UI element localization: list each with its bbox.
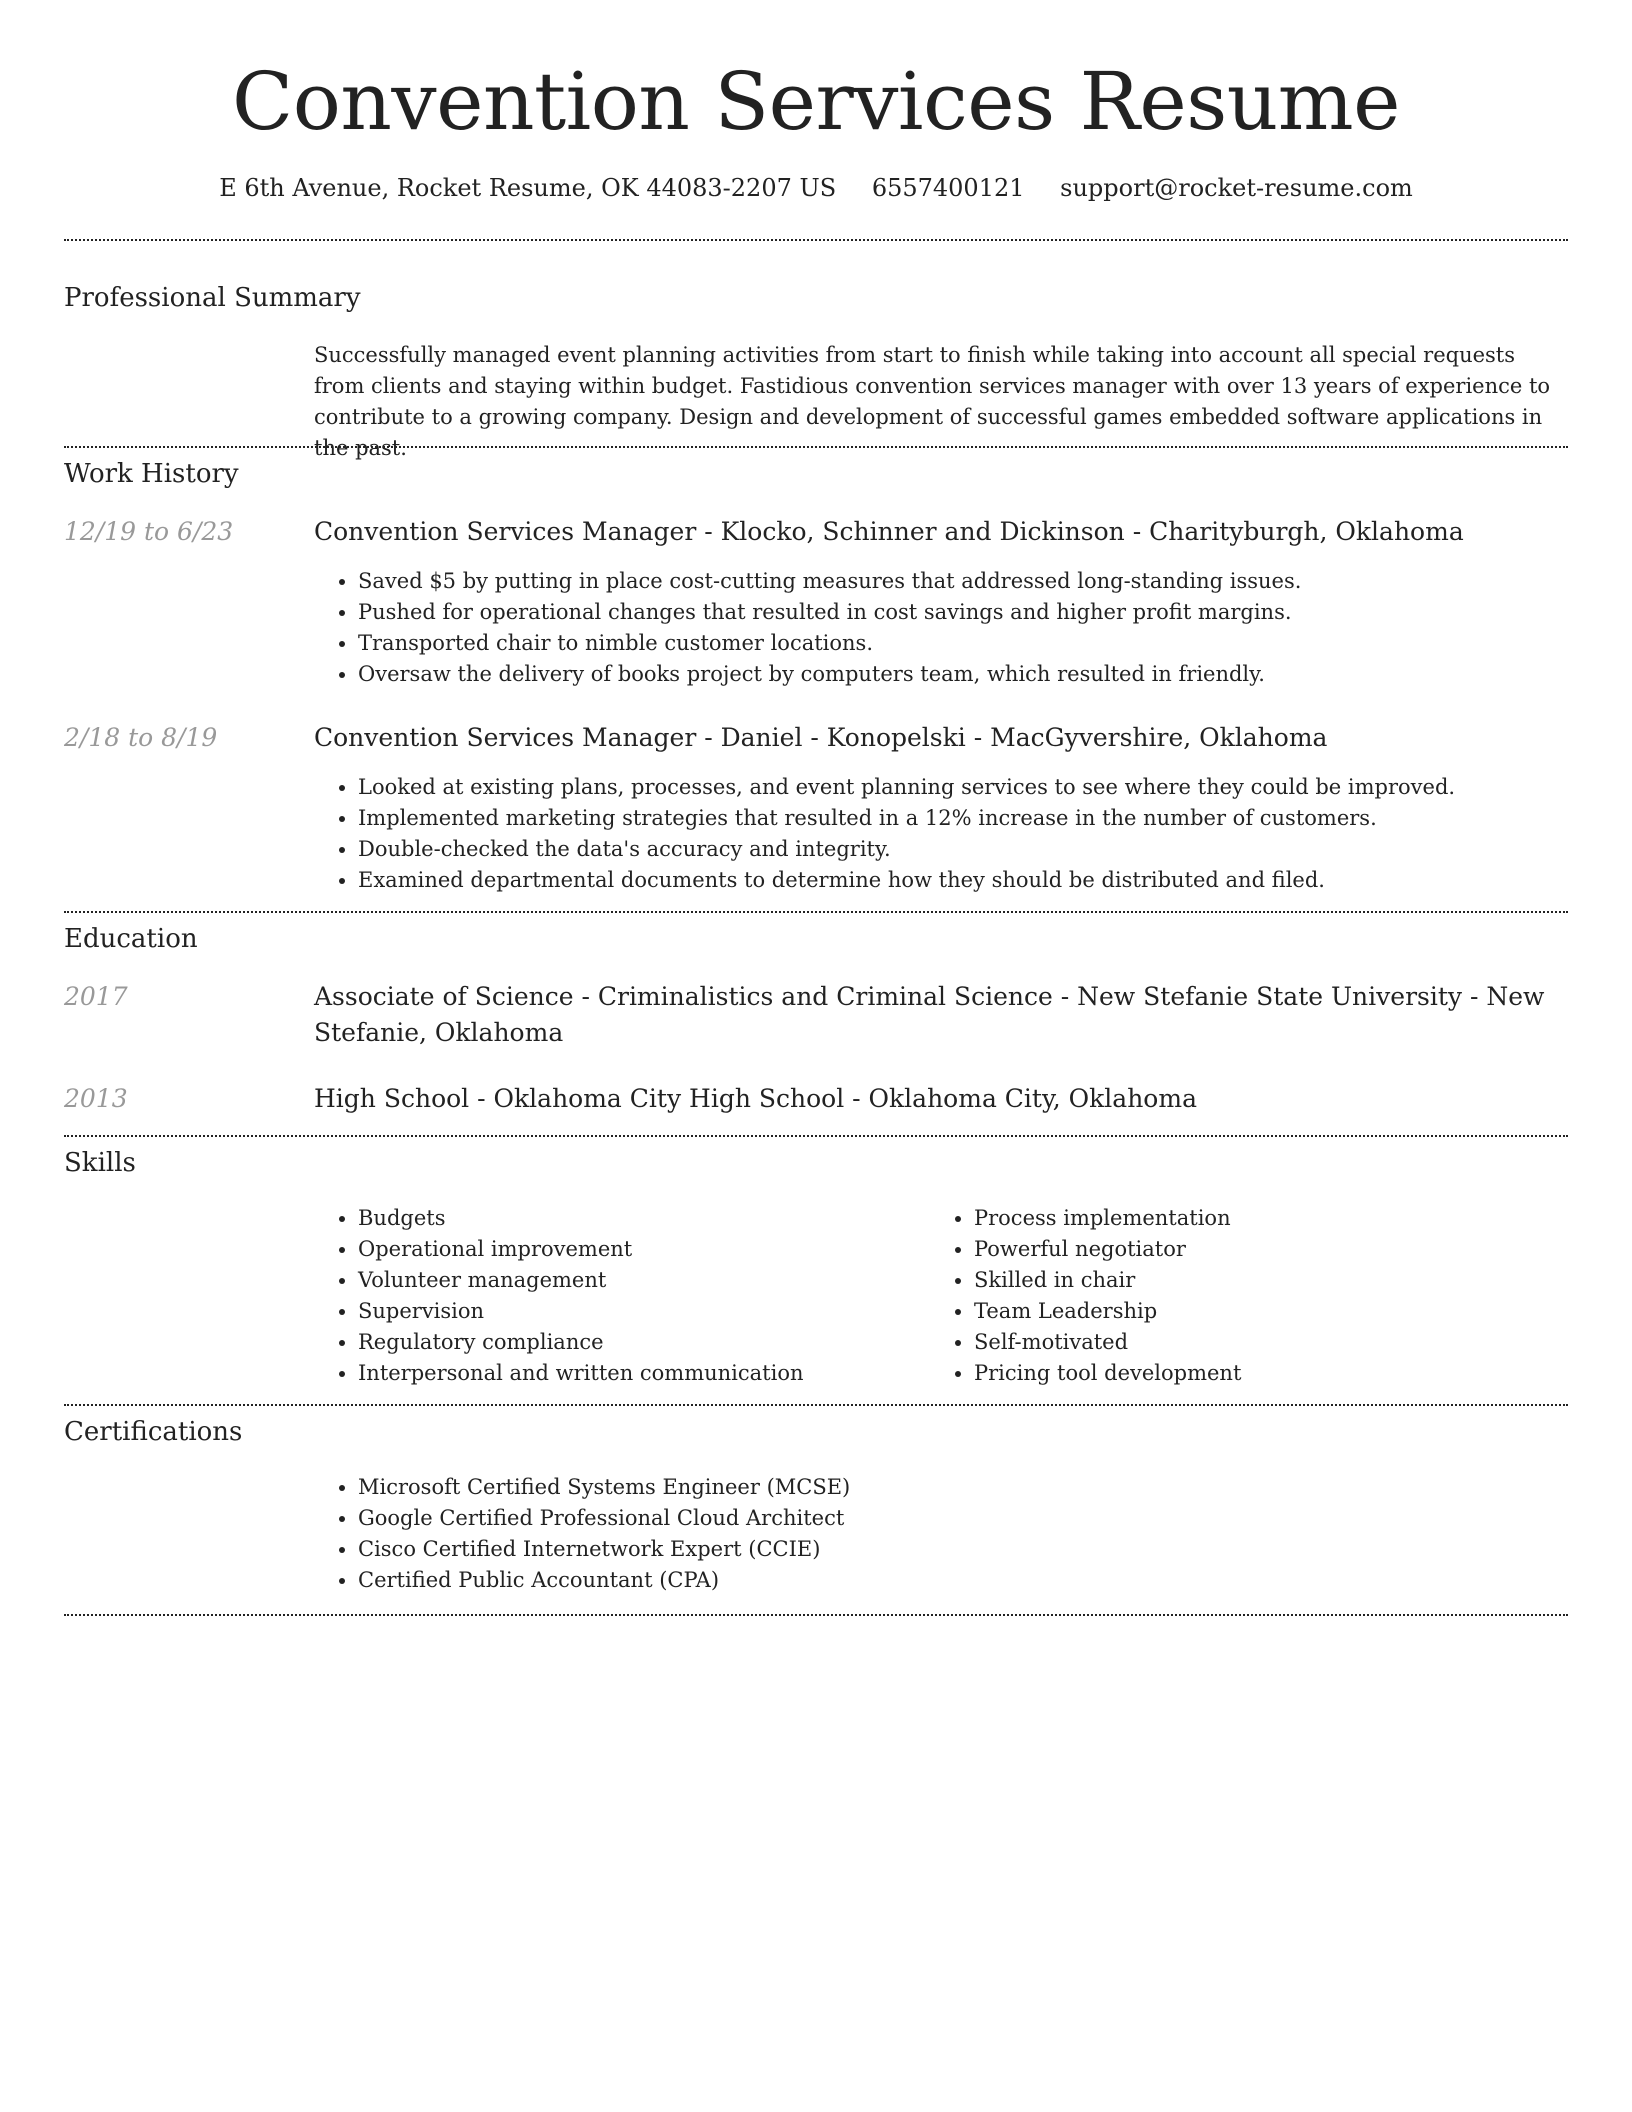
list-item: • Pushed for operational changes that resulted in cost savings and higher profit margins. [358,597,1568,628]
contact-email: support@rocket-resume.com [1060,174,1413,202]
divider [64,1135,1568,1137]
education-school: - Oklahoma City High School - Oklahoma City, Oklahoma [469,1084,1197,1113]
list-item: • Interpersonal and written communication [358,1358,918,1389]
list-item: • Regulatory compliance [358,1327,918,1358]
divider [64,1404,1568,1406]
education-year: 2013 [64,1084,128,1113]
job-title: Convention Services Manager - Daniel - Konopelski - MacGyvershire, Oklahoma [314,723,1328,752]
section-heading-education: Education [64,924,198,954]
contact-address: E 6th Avenue, Rocket Resume, OK 44083-2207 US [219,174,837,202]
list-item: • Volunteer management [358,1265,918,1296]
list-item: • Process implementation [974,1203,1574,1234]
divider [64,1614,1568,1616]
job-bullets [314,566,1568,690]
divider [64,911,1568,913]
divider [64,446,1568,448]
list-item: • Implemented marketing strategies that resulted in a 12% increase in the number of customers. [358,803,1568,834]
section-heading-certifications: Certifications [64,1417,243,1447]
list-item: • Operational improvement [358,1234,918,1265]
resume-title: Convention Services Resume [232,55,1400,148]
job-dates: 2/18 to 8/19 [64,723,218,752]
list-item: • Examined departmental documents to determine how they should be distributed and filed. [358,865,1568,896]
skills-list-right [930,1203,1574,1389]
divider [64,239,1568,241]
list-item: • Self-motivated [974,1327,1574,1358]
list-item: • Saved $5 by putting in place cost-cutting measures that addressed long-standing issues. [358,566,1568,597]
list-item: • Powerful negotiator [974,1234,1574,1265]
list-item: • Oversaw the delivery of books project by computers team, which resulted in friendly. [358,659,1568,690]
list-item: • Looked at existing plans, processes, and event planning services to see where they could be improved. [358,772,1568,803]
education-degree: High School [314,1084,470,1113]
education-entry [314,1081,1568,1117]
skills-list-left [314,1203,918,1389]
job-dates: 12/19 to 6/23 [64,517,234,546]
job-title: Convention Services Manager - Klocko, Schinner and Dickinson - Charityburgh, Oklahoma [314,517,1464,546]
certifications-list [314,1472,1568,1596]
job-bullets [314,772,1568,896]
education-entry [314,979,1568,1051]
list-item: • Pricing tool development [974,1358,1574,1389]
section-heading-skills: Skills [64,1148,136,1178]
list-item: • Transported chair to nimble customer locations. [358,628,1568,659]
list-item: • Microsoft Certified Systems Engineer (MCSE) [358,1472,1568,1503]
list-item: • Supervision [358,1296,918,1327]
list-item: • Skilled in chair [974,1265,1574,1296]
list-item: • Google Certified Professional Cloud Architect [358,1503,1568,1534]
education-school: - New Stefanie State University - New Stefanie, Oklahoma [314,982,1545,1047]
list-item: • Team Leadership [974,1296,1574,1327]
section-heading-work: Work History [64,459,239,489]
summary-text: Successfully managed event planning activities from start to finish while taking into account all special requests from clients and staying within budget. Fastidious convention services manager with over 13 years of experience to contribute to a growing company. Design and development of successful games embedded software applications in the past. [314,343,1551,460]
education-year: 2017 [64,982,128,1011]
section-heading-summary: Professional Summary [64,283,361,313]
list-item: • Double-checked the data's accuracy and integrity. [358,834,1568,865]
education-degree: Associate of Science - Criminalistics and Criminal Science [314,982,1053,1011]
contact-phone: 6557400121 [871,174,1025,202]
list-item: • Cisco Certified Internetwork Expert (CCIE) [358,1534,1568,1565]
contact-line [0,168,1632,208]
list-item: • Budgets [358,1203,918,1234]
list-item: • Certified Public Accountant (CPA) [358,1565,1568,1596]
